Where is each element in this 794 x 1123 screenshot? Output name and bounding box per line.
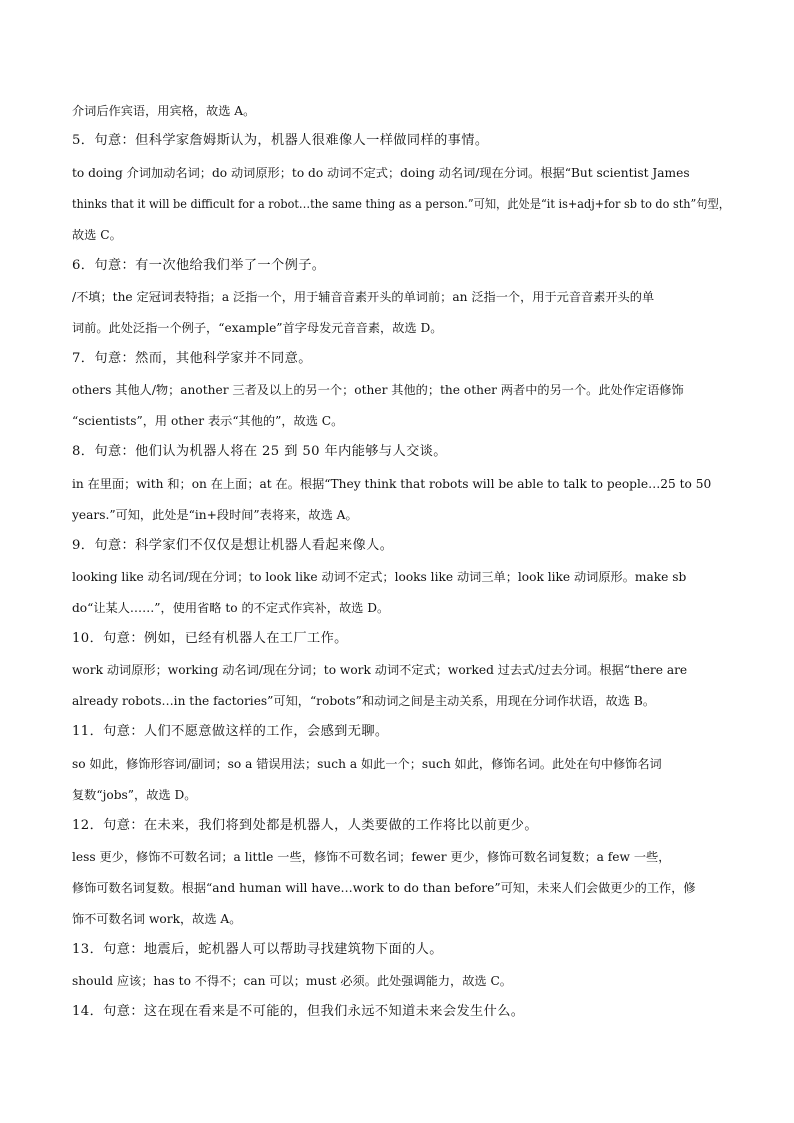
- text-line: 修饰可数名词复数。根据“and human will have…work to do than before”可知，未来人们会做更少的工作，修: [72, 881, 696, 895]
- question-line: 10．句意：例如，已经有机器人在工厂工作。: [72, 631, 348, 646]
- text-line: less 更少，修饰不可数名词；a little 一些，修饰不可数名词；fewer 更少，修饰可数名词复数；a few 一些，: [72, 850, 671, 864]
- text-line: 饰不可数名词 work，故选 A。: [72, 912, 242, 926]
- text-line: work 动词原形；working 动名词/现在分词；to work 动词不定式；worked 过去式/过去分词。根据“there are: [72, 663, 688, 677]
- text-line: 故选 C。: [72, 228, 122, 242]
- question-line: 5．句意：但科学家詹姆斯认为，机器人很难像人一样做同样的事情。: [72, 133, 489, 148]
- text-line: looking like 动名词/现在分词；to look like 动词不定式；looks like 动词三单；look like 动词原形。make sb: [72, 570, 687, 584]
- text-line: in 在里面；with 和；on 在上面；at 在。根据“They think that robots will be able to talk to people…25 to 50: [72, 477, 712, 491]
- question-line: 8．句意：他们认为机器人将在 25 到 50 年内能够与人交谈。: [72, 444, 447, 459]
- text-line: years.”可知，此处是“in+段时间”表将来，故选 A。: [72, 508, 358, 522]
- question-line: 14．句意：这在现在看来是不可能的，但我们永远不知道未来会发生什么。: [72, 1004, 525, 1019]
- question-line: 13．句意：地震后，蛇机器人可以帮助寻找建筑物下面的人。: [72, 942, 443, 957]
- text-line: so 如此，修饰形容词/副词；so a 错误用法；such a 如此一个；such 如此，修饰名词。此处在句中修饰名词: [72, 757, 662, 771]
- text-line: do“让某人……”，使用省略 to 的不定式作宾补，故选 D。: [72, 601, 390, 615]
- question-line: 7．句意：然而，其他科学家并不同意。: [72, 351, 312, 366]
- text-line: thinks that it will be difficult for a robot…the same thing as a person.”可知，此处是“it is+adj+for sb to do sth”句型，: [72, 197, 730, 211]
- text-line: to doing 介词加动名词；do 动词原形；to do 动词不定式；doing 动名词/现在分词。根据“But scientist James: [72, 166, 690, 180]
- text-line: 词前。此处泛指一个例子，“example”首字母发元音音素，故选 D。: [72, 321, 443, 335]
- question-line: 6．句意：有一次他给我们举了一个例子。: [72, 258, 326, 273]
- text-line: 介词后作宾语，用宾格，故选 A。: [72, 104, 256, 118]
- question-line: 12．句意：在未来，我们将到处都是机器人，人类要做的工作将比以前更少。: [72, 818, 538, 833]
- question-line: 9．句意：科学家们不仅仅是想让机器人看起来像人。: [72, 538, 394, 553]
- text-line: /不填；the 定冠词表特指；a 泛指一个，用于辅音音素开头的单词前；an 泛指一个，用于元音音素开头的单: [72, 290, 655, 304]
- text-line: others 其他人/物；another 三者及以上的另一个；other 其他的；the other 两者中的另一个。此处作定语修饰: [72, 383, 684, 397]
- question-line: 11．句意：人们不愿意做这样的工作，会感到无聊。: [72, 724, 389, 739]
- text-line: 复数“jobs”，故选 D。: [72, 788, 197, 802]
- text-line: already robots…in the factories”可知，“robots”和动词之间是主动关系，用现在分词作状语，故选 B。: [72, 694, 656, 708]
- text-line: “scientists”，用 other 表示“其他的”，故选 C。: [72, 414, 344, 428]
- text-line: should 应该；has to 不得不；can 可以；must 必须。此处强调能力，故选 C。: [72, 974, 512, 988]
